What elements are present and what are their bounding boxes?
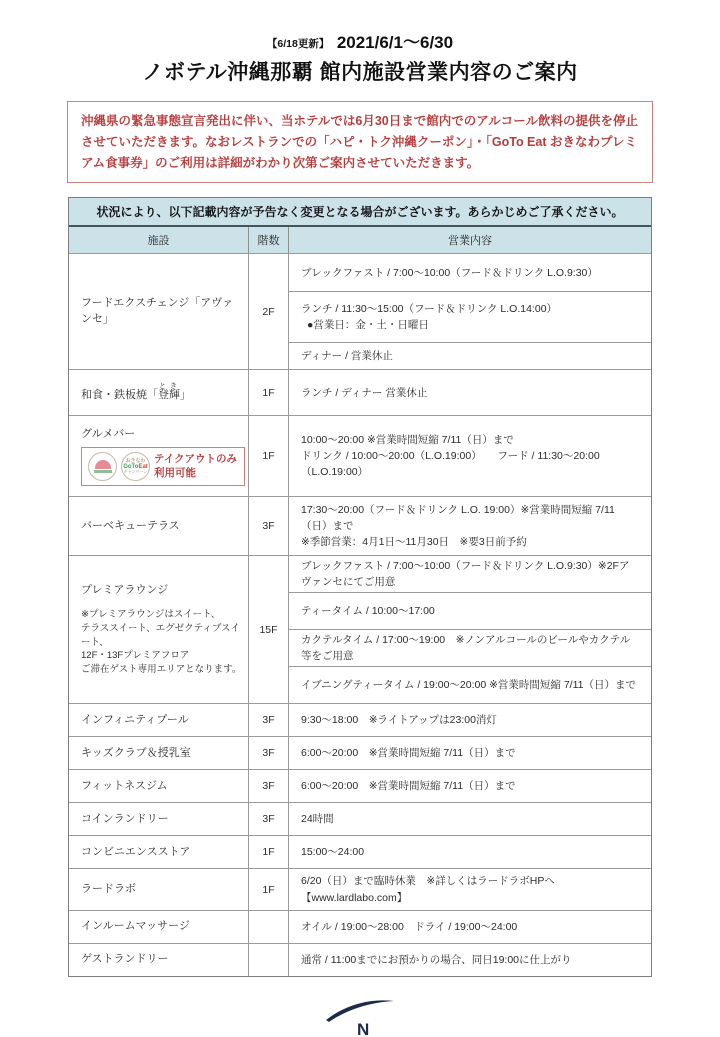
hours-cell-group <box>289 370 651 415</box>
table-row <box>69 496 651 555</box>
hours-text: 17:30～20:00（フード＆ドリンク L.O. 19:00）※営業時間短縮 7/11（日）まで <box>301 503 615 533</box>
hours-cell <box>289 704 651 736</box>
table-row <box>69 415 651 496</box>
hours-cell <box>289 291 651 342</box>
update-note: 【6/18更新】 <box>266 38 330 50</box>
floor-cell: 3F <box>249 770 289 802</box>
facility-name: コインランドリー <box>81 812 169 825</box>
hours-text: 6:00～20:00 ※営業時間短縮 7/11（日）まで <box>301 747 516 760</box>
column-header-floor: 階数 <box>249 227 289 253</box>
hours-text: 10:00～20:00 ※営業時間短縮 7/11（日）まで <box>301 433 514 446</box>
hours-cell-group <box>289 704 651 736</box>
hours-text: 6:00～20:00 ※営業時間短縮 7/11（日）まで <box>301 780 516 793</box>
hours-cell-group <box>289 911 651 943</box>
hours-text: オイル / 19:00～28:00 ドライ / 19:00～24:00 <box>301 920 518 933</box>
facility-cell <box>69 770 249 802</box>
hours-cell <box>289 254 651 291</box>
facility-note: ご滞在ゲスト専用エリアとなります。 <box>81 664 242 676</box>
hours-cell <box>289 803 651 835</box>
hours-text: ティータイム / 10:00～17:00 <box>301 604 435 617</box>
goto-eat-okinawa-text: おきなわ <box>125 457 146 464</box>
floor-cell: 1F <box>249 416 289 496</box>
hours-text: 6/20（日）まで臨時休業 ※詳しくはラードラボHPへ【www.lardlabo.com】 <box>301 875 555 904</box>
hours-cell-group <box>289 836 651 868</box>
novotel-logo <box>320 993 400 1037</box>
table-row <box>69 943 651 976</box>
hours-text: ブレックファスト / 7:00～10:00（フード＆ドリンク L.O.9:30） <box>301 266 598 279</box>
hapi-toku-okinawa-coupon-badge-icon <box>88 452 117 481</box>
facility-cell <box>69 911 249 943</box>
hours-text: 24時間 <box>301 813 334 826</box>
table-row <box>69 835 651 868</box>
column-header-hours: 営業内容 <box>448 235 492 248</box>
table-header-row <box>69 227 651 253</box>
takeout-only-label: テイクアウトのみ 利用可能 <box>154 453 238 480</box>
hours-cell <box>289 629 651 666</box>
floor-cell: 1F <box>249 836 289 868</box>
floor-cell <box>249 911 289 943</box>
facility-name: フィットネスジム <box>81 779 168 792</box>
hours-cell <box>289 592 651 629</box>
hours-cell <box>289 911 651 943</box>
facility-name: インルームマッサージ <box>81 920 190 933</box>
hours-cell-group <box>289 556 651 703</box>
hours-cell-group <box>289 944 651 976</box>
hours-text: 9:30～18:00 ※ライトアップは23:00消灯 <box>301 714 497 727</box>
hours-cell <box>289 737 651 769</box>
table-row <box>69 703 651 736</box>
table-row <box>69 868 651 910</box>
floor-cell: 1F <box>249 869 289 910</box>
hours-text: ランチ / 11:30～15:00（フード＆ドリンク L.O.14:00） <box>301 303 558 315</box>
facility-name: フードエクスチェンジ「アヴァンセ」 <box>81 297 234 325</box>
hours-cell <box>289 836 651 868</box>
change-notice-bar: 状況により、以下記載内容が予告なく変更となる場合がございます。あらかじめご了承ください。 <box>69 198 651 227</box>
facility-note: ※プレミアラウンジはスイート、 <box>81 609 221 621</box>
coupon-arch-shape <box>95 460 111 469</box>
hours-cell-group <box>289 497 651 555</box>
hours-cell <box>289 416 651 496</box>
update-date-line <box>0 33 720 53</box>
table-row <box>69 802 651 835</box>
facility-cell <box>69 416 249 496</box>
table-row <box>69 736 651 769</box>
floor-cell: 2F <box>249 254 289 369</box>
hours-text: イブニングティータイム / 19:00～20:00 ※営業時間短縮 7/11（日）まで <box>301 678 636 691</box>
facility-note: 12F・13Fプレミアフロア <box>81 650 190 662</box>
hours-cell-group <box>289 737 651 769</box>
hours-text: ●営業日：金・土・日曜日 <box>307 319 429 332</box>
floor-cell: 1F <box>249 370 289 415</box>
facility-name: 和食・鉄板焼「登輝とき」 <box>81 382 191 401</box>
floor-cell: 3F <box>249 704 289 736</box>
facility-note: テラススイート、エグゼクティブスイート、 <box>81 622 240 648</box>
facility-name: バーベキューテラス <box>81 519 180 532</box>
hours-text: カクテルタイム / 17:00～19:00 ※ノンアルコールのビールやカクテル等をご用意 <box>301 633 631 662</box>
hours-text: 15:00～24:00 <box>301 846 365 859</box>
hours-cell <box>289 666 651 704</box>
facility-name: ゲストランドリー <box>81 953 169 966</box>
facility-cell <box>69 370 249 415</box>
hours-cell <box>289 556 651 592</box>
hours-cell-group <box>289 416 651 496</box>
coupon-base-shape <box>94 470 112 473</box>
floor-cell: 3F <box>249 737 289 769</box>
facility-cell <box>69 497 249 555</box>
facility-cell <box>69 869 249 910</box>
hours-text: 通常 / 11:00までにお預かりの場合、同日19:00に仕上がり <box>301 953 572 966</box>
table-row <box>69 253 651 369</box>
novotel-n-letter: N <box>357 1019 370 1037</box>
facility-cell <box>69 803 249 835</box>
hours-cell-group <box>289 803 651 835</box>
facility-name: ラードラボ <box>81 882 136 895</box>
facility-name: インフィニティプール <box>81 713 189 726</box>
page-title: ノボテル沖縄那覇 館内施設営業内容のご案内 <box>142 61 578 85</box>
facility-cell <box>69 704 249 736</box>
hours-cell <box>289 342 651 369</box>
facility-cell <box>69 737 249 769</box>
floor-cell: 15F <box>249 556 289 703</box>
hours-cell-group <box>289 770 651 802</box>
floor-cell: 3F <box>249 803 289 835</box>
floor-cell: 3F <box>249 497 289 555</box>
table-row <box>69 369 651 415</box>
facility-name: キッズクラブ＆授乳室 <box>81 746 191 759</box>
facility-name: プレミアラウンジ <box>81 583 169 596</box>
table-row <box>69 910 651 943</box>
date-range: 2021/6/1～6/30 <box>336 33 454 52</box>
hours-text: ランチ / ディナー 営業休止 <box>301 386 428 399</box>
hours-cell <box>289 944 651 976</box>
hours-text: ※季節営業：4月1日～11月30日 ※要3日前予約 <box>301 536 527 549</box>
alcohol-suspension-alert <box>67 101 653 183</box>
facility-cell <box>69 944 249 976</box>
hours-cell <box>289 770 651 802</box>
novotel-swoosh-icon <box>326 1000 394 1022</box>
takeout-only-box <box>81 447 245 486</box>
hours-cell <box>289 869 651 910</box>
hours-cell <box>289 497 651 555</box>
hours-cell-group <box>289 869 651 910</box>
alert-text: 沖縄県の緊急事態宣言発出に伴い、当ホテルでは6月30日まで館内でのアルコール飲料の提供を停止させていただきます。なおレストランでの「ハピ・トク沖縄クーポン」・「GoTo Eat おきなわプレミアム食事券」のご利用は詳細がわかり次第ご案内させていただきます。 <box>81 114 638 170</box>
facility-hours-table <box>68 197 652 977</box>
table-row <box>69 769 651 802</box>
facility-line-gap <box>81 598 242 608</box>
facility-cell <box>69 556 249 703</box>
okinawa-goto-eat-badge-icon <box>121 452 150 481</box>
table-row <box>69 555 651 703</box>
hours-text: ディナー / 営業休止 <box>301 350 393 363</box>
hours-text: ドリンク / 10:00～20:00（L.O.19:00） フード / 11:30～20:00（L.O.19:00） <box>301 450 600 479</box>
facility-cell <box>69 254 249 369</box>
hours-cell <box>289 370 651 415</box>
goto-eat-campaign-text: キャンペーン <box>123 469 148 475</box>
column-header-facility: 施設 <box>69 227 249 253</box>
facility-name: グルメバー <box>81 427 136 440</box>
hours-text: ブレックファスト / 7:00～10:00（フード＆ドリンク L.O.9:30）※2Fアヴァンセにてご用意 <box>301 559 630 589</box>
facility-name: コンビニエンスストア <box>81 845 191 858</box>
hours-cell-group <box>289 254 651 369</box>
facility-cell <box>69 836 249 868</box>
goto-eat-text: GoToEat <box>123 463 148 470</box>
table-body <box>69 253 651 976</box>
floor-cell <box>249 944 289 976</box>
